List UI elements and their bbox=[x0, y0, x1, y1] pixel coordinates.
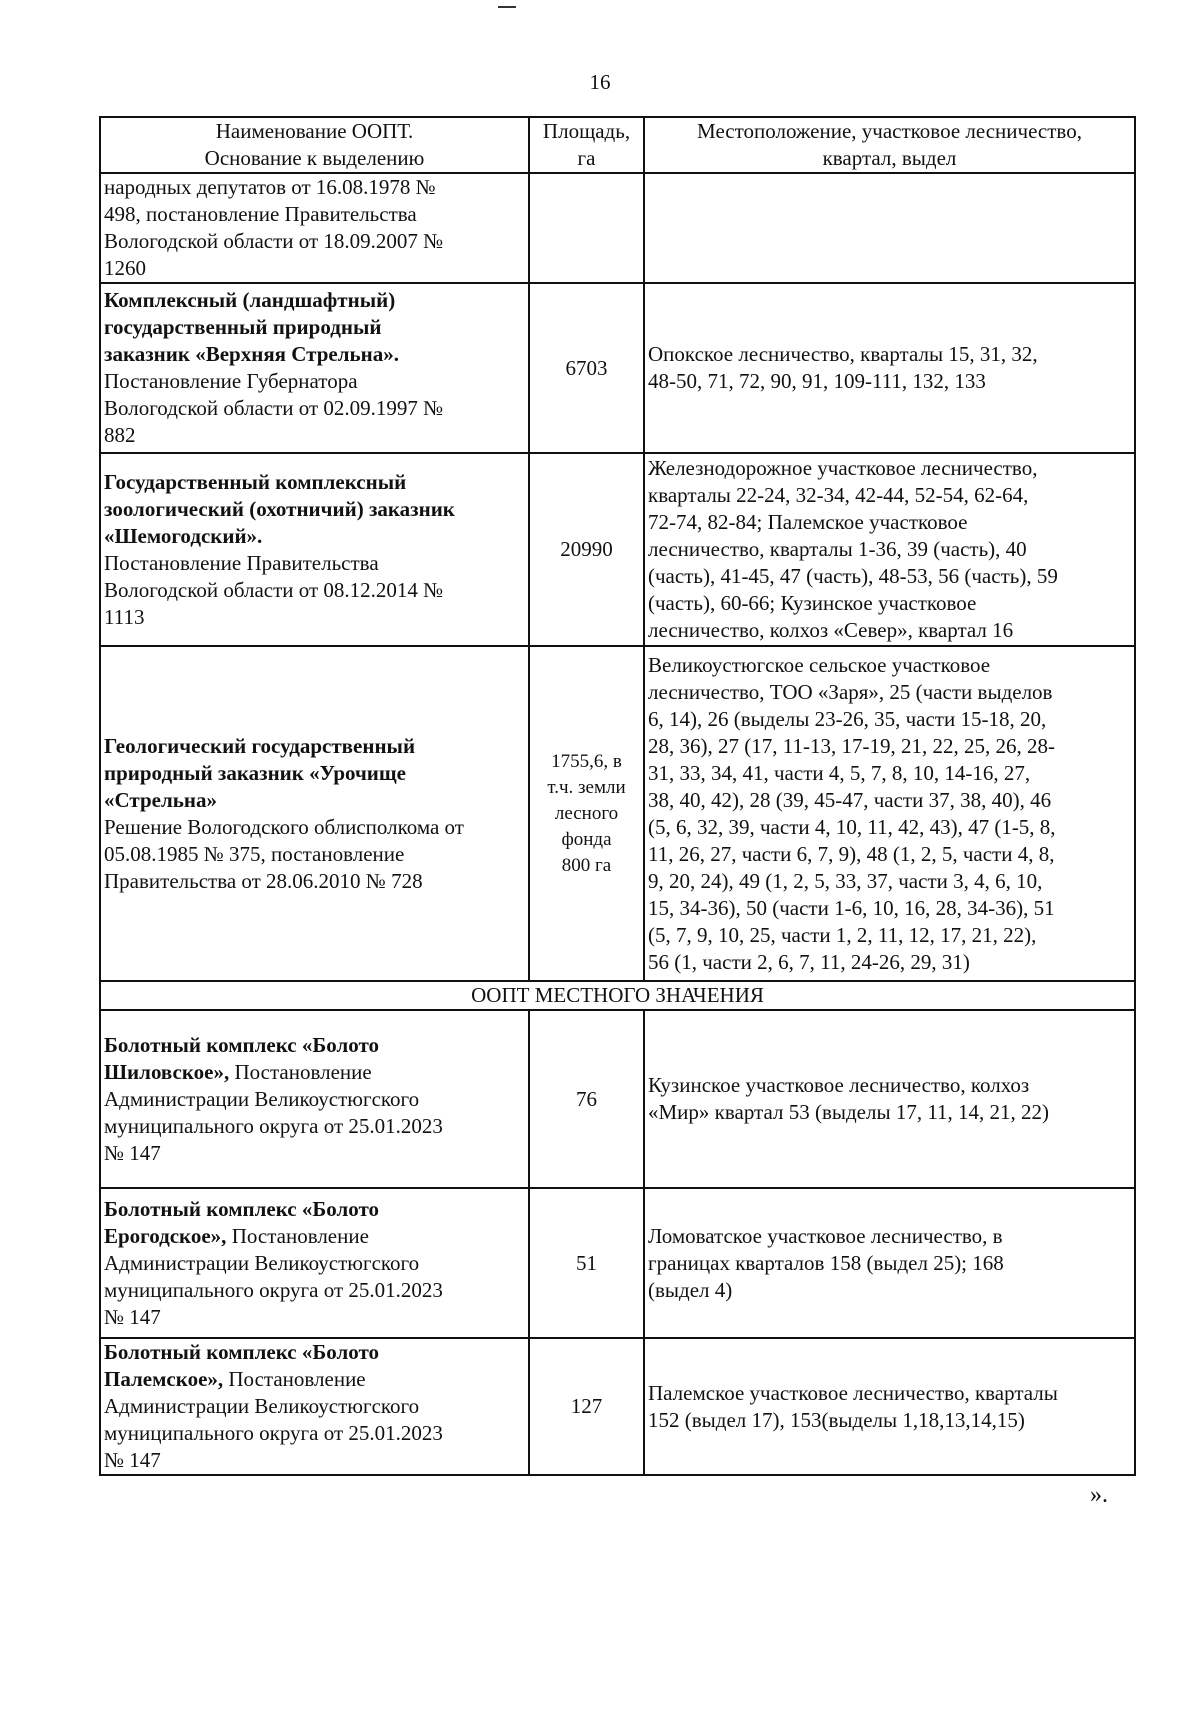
table-row bbox=[100, 453, 1135, 646]
location-cell: Железнодорожное участковое лесничество, кварталы 22-24, 32-34, 42-44, 52-54, 62-64, 72-74, 82-84; Палемское участковое лесничество, кварталы 1-36, 39 (часть), 40 (часть), 41-45, 47 (часть), 48-53, 56 (часть), 59 (часть), 60-66; Кузинское участковое лесничество, колхоз «Север», квартал 16 bbox=[644, 453, 1135, 646]
area-size-cell bbox=[529, 173, 644, 283]
header-name: Наименование ООПТ. Основание к выделению bbox=[100, 117, 529, 173]
section-title: ООПТ МЕСТНОГО ЗНАЧЕНИЯ bbox=[100, 981, 1135, 1010]
table-row bbox=[100, 173, 1135, 283]
table-row bbox=[100, 646, 1135, 981]
area-name-cell: Болотный комплекс «Болото Шиловское», Постановление Администрации Великоустюгского муниципального округа от 25.01.2023 № 147 bbox=[100, 1010, 529, 1188]
protected-areas-table bbox=[99, 116, 1136, 1476]
location-cell: Кузинское участковое лесничество, колхоз «Мир» квартал 53 (выделы 17, 11, 14, 21, 22) bbox=[644, 1010, 1135, 1188]
table-row bbox=[100, 283, 1135, 453]
table-row bbox=[100, 1188, 1135, 1338]
area-name-cell: Геологический государственный природный заказник «Урочище «Стрельна» Решение Вологодского облисполкома от 05.08.1985 № 375, постановление Правительства от 28.06.2010 № 728 bbox=[100, 646, 529, 981]
location-cell: Ломоватское участковое лесничество, в границах кварталов 158 (выдел 25); 168 (выдел 4) bbox=[644, 1188, 1135, 1338]
area-name-cell: Болотный комплекс «Болото Ерогодское», Постановление Администрации Великоустюгского муниципального округа от 25.01.2023 № 147 bbox=[100, 1188, 529, 1338]
area-name-cell: Комплексный (ландшафтный) государственный природный заказник «Верхняя Стрельна». Постановление Губернатора Вологодской области от 02.09.1997 № 882 bbox=[100, 283, 529, 453]
scan-artifact bbox=[498, 6, 516, 8]
area-size-cell: 20990 bbox=[529, 453, 644, 646]
area-size-cell: 6703 bbox=[529, 283, 644, 453]
area-size-cell: 127 bbox=[529, 1338, 644, 1475]
area-size-cell: 1755,6, в т.ч. земли лесного фонда 800 га bbox=[529, 646, 644, 981]
area-size-cell: 51 bbox=[529, 1188, 644, 1338]
area-name-cell: народных депутатов от 16.08.1978 № 498, постановление Правительства Вологодской области от 18.09.2007 № 1260 bbox=[100, 173, 529, 283]
header-area: Площадь, га bbox=[529, 117, 644, 173]
page-number: 16 bbox=[589, 70, 611, 94]
closing-quote-mark: ». bbox=[1090, 1482, 1108, 1508]
table-row bbox=[100, 1010, 1135, 1188]
location-cell bbox=[644, 173, 1135, 283]
header-location: Местоположение, участковое лесничество, квартал, выдел bbox=[644, 117, 1135, 173]
table-row bbox=[100, 1338, 1135, 1475]
table-header-row bbox=[100, 117, 1135, 173]
section-row bbox=[100, 981, 1135, 1010]
area-name-cell: Государственный комплексный зоологический (охотничий) заказник «Шемогодский». Постановление Правительства Вологодской области от 08.12.2014 № 1113 bbox=[100, 453, 529, 646]
location-cell: Палемское участковое лесничество, кварталы 152 (выдел 17), 153(выделы 1,18,13,14,15) bbox=[644, 1338, 1135, 1475]
area-name-cell: Болотный комплекс «Болото Палемское», Постановление Администрации Великоустюгского муниципального округа от 25.01.2023 № 147 bbox=[100, 1338, 529, 1475]
location-cell: Опокское лесничество, кварталы 15, 31, 32, 48-50, 71, 72, 90, 91, 109-111, 132, 133 bbox=[644, 283, 1135, 453]
area-size-cell: 76 bbox=[529, 1010, 644, 1188]
location-cell: Великоустюгское сельское участковое лесничество, ТОО «Заря», 25 (части выделов 6, 14), 26 (выделы 23-26, 35, части 15-18, 20, 28, 36), 27 (17, 11-13, 17-19, 21, 22, 25, 26, 28- 31, 33, 34, 41, части 4, 5, 7, 8, 10, 14-16, 27, 38, 40, 42), 28 (39, 45-47, части 37, 38, 40), 46 (5, 6, 32, 39, части 4, 10, 11, 42, 43), 47 (1-5, 8, 11, 26, 27, части 6, 7, 9), 48 (1, 2, 5, части 4, 8, 9, 20, 24), 49 (1, 2, 5, 33, 37, части 3, 4, 6, 10, 15, 34-36), 50 (части 1-6, 10, 16, 28, 34-36), 51 (5, 7, 9, 10, 25, части 1, 2, 11, 12, 17, 21, 22), 56 (1, части 2, 6, 7, 11, 24-26, 29, 31) bbox=[644, 646, 1135, 981]
